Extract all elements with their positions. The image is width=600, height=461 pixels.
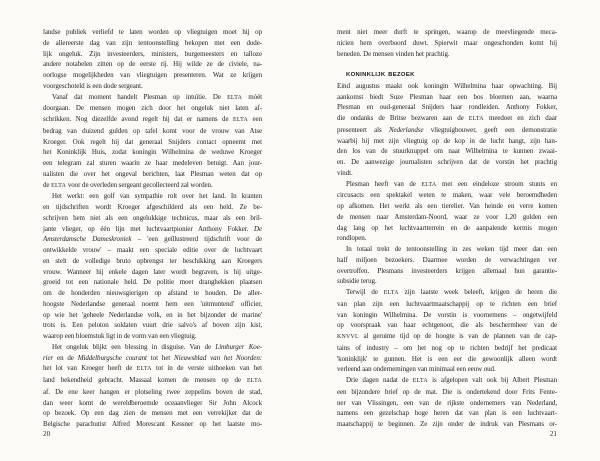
text-line [43, 245, 262, 256]
text-line [43, 267, 262, 278]
text-line [337, 179, 557, 191]
text-line [43, 180, 262, 192]
text-segment: Het werkt: een golf van sympathie rolt over het land. In kranten [52, 192, 262, 201]
text-segment: jante vlieger, op één lijn met luchtvaartpionier Anthony Fokker. [43, 224, 254, 233]
text-segment: rondlopen. [337, 234, 367, 243]
text-line [337, 125, 557, 136]
text-line [43, 419, 262, 430]
text-line [43, 408, 262, 419]
text-line [337, 212, 557, 223]
italic-text-segment: Nieuwsblad van het Noorden: [174, 353, 262, 362]
text-line [43, 331, 262, 342]
text-segment: vliegtuigbouwer, geeft een demonstratie [423, 125, 558, 134]
text-segment: beneden. De mensen vinden het prachtig. [337, 49, 450, 58]
text-segment: die ondanks de Britse bezwaren aan de [337, 114, 469, 122]
text-segment: een [248, 115, 262, 123]
text-line [43, 342, 262, 353]
text-segment: landse publiek verliefd te laten worden op vliegtuigen moet hij op [43, 28, 262, 36]
text-segment: 'koninklijk' te gunnen. Het is een eer die gewoonlijk alleen wordt [337, 354, 557, 363]
paragraph-gap [337, 59, 557, 70]
smallcaps-text-segment: ELTA [383, 290, 399, 296]
text-line [337, 419, 557, 430]
text-line [337, 343, 557, 354]
text-line [337, 287, 557, 299]
text-segment: van plan zijn een luchtvaartmaatschappij op te richten een brief [337, 299, 557, 308]
text-segment: voor de overleden sergeant gecollecteerd zal worden. [66, 180, 213, 189]
text-segment: vindt. [337, 168, 353, 177]
smallcaps-text-segment: ELTA [232, 117, 249, 123]
text-line [337, 81, 557, 92]
text-line [337, 136, 557, 147]
text-segment: waarbij hij met zijn vliegtuig op de kop in de lucht hangt, zijn han- [337, 136, 557, 145]
text-segment: andere notabelen zitten op de eerste rij. Hij wilde ze de civiele, na- [43, 60, 262, 69]
text-segment: doorgaan. De mensen mogen zich door het ongeluk niet laten af- [43, 104, 262, 113]
text-segment: lijk ongeluk. Zijn investeerders, ministers, burgemeesters en talloze [43, 49, 262, 58]
text-segment: op bezoek. Op een dag zien de mensen met een verrekijker dat de [43, 409, 262, 418]
text-line [337, 331, 557, 343]
text-line [337, 223, 557, 234]
text-line [337, 398, 557, 409]
text-segment: af. De ene keer hangen er plotseling twee zeppelins boven de stad, [43, 387, 262, 396]
text-line [43, 103, 262, 114]
text-segment: Kroeger. Ook regelt hij dat generaal Snijders contact opneemt met [43, 137, 262, 146]
italic-text-segment: Amsterdamsche Dameskroniek [43, 235, 132, 244]
text-segment: subsidie terug. [337, 277, 377, 286]
text-line [337, 49, 557, 60]
text-line [43, 320, 262, 331]
text-line [43, 398, 262, 409]
text-line [43, 288, 262, 299]
text-segment: trots is. Een peloton soldaten vuurt drie salvo's af boven zijn kist, [43, 321, 262, 330]
text-segment: schrikken. Nog diezelfde avond regelt hij dat er namens de [43, 115, 233, 123]
text-segment: overtroffen. Plesmans investeerders krijgen allemaal hun garantie- [337, 266, 557, 275]
text-segment: Drie dagen nadat de [346, 376, 413, 384]
text-segment: hoogste Nederlandse generaal noemt hem een 'uitmuntend' officier, [43, 299, 262, 308]
text-segment: half miljoen bezoekers. Daarmee worden de verwachtingen ver [337, 255, 557, 264]
text-segment: op voorspraak van haar echtgenoot, die als beschermheer van de [337, 321, 557, 330]
text-segment: vrouw. Wanneer hij enkele dagen later wordt begraven, is hij uitge- [43, 267, 262, 276]
smallcaps-text-segment: ELTA [421, 181, 437, 188]
text-line [337, 201, 557, 212]
text-line [337, 190, 557, 201]
text-segment: – 'een geïllustreerd tijdschrift voor de [131, 235, 263, 244]
italic-text-segment: Nederlandse [388, 125, 424, 134]
right-page-text-column [337, 27, 557, 430]
text-segment: Belgische parachutist Alfred Morescant Kessner op het laatste mo- [43, 420, 262, 428]
section-heading: KONINKLIJK BEZOEK [346, 72, 415, 78]
text-segment: aankomst biedt Suze Plesman haar een bos bloemen aan, waarna [337, 92, 557, 101]
text-segment: zijn laatste week beleeft, krijgen de heren die [398, 288, 558, 296]
text-segment: bedrag van duizend gulden op tafel komt voor de vrouw van Atse [43, 126, 262, 135]
text-line [43, 38, 262, 49]
text-segment: het Koninklijk Huis, zodat koningin Wilhelmina de weduwe Kroeger [43, 148, 262, 157]
text-line [43, 27, 262, 38]
text-line [337, 387, 557, 398]
text-segment: al geruime tijd op de hoogte is van de plannen van de cap- [358, 332, 557, 340]
text-segment: met een eindeloze stroom stunts en [436, 179, 558, 188]
text-line [43, 114, 262, 126]
text-segment: een telegram zal sturen waarin ze haar medeleven betuigt. Aan jour- [43, 159, 262, 167]
text-line [43, 234, 262, 245]
smallcaps-text-segment: ELTA [412, 378, 428, 384]
text-line [43, 92, 262, 104]
text-segment: van koningin Wilhelmina. De vorstin is voornemens – ongetwijfeld [337, 310, 557, 319]
text-line [337, 266, 557, 277]
text-segment: namens een gezelschap hoge heren dat van plan is een luchtvaart- [337, 409, 557, 418]
text-line [43, 49, 262, 60]
text-line [337, 320, 557, 331]
text-line [337, 92, 557, 103]
smallcaps-text-segment: ELTA [246, 378, 262, 384]
text-segment: tot in de verste uithoeken van het [151, 364, 262, 373]
text-segment: het lot van Kroeger heeft de [43, 364, 137, 373]
text-segment: tot het [146, 353, 174, 362]
text-segment: en de [53, 353, 78, 362]
smallcaps-text-segment: ELTA [227, 94, 243, 101]
text-line [43, 353, 262, 364]
text-line [43, 81, 262, 92]
text-segment: meedoet en zich daar [483, 114, 558, 122]
italic-text-segment: rier [43, 353, 54, 362]
text-segment: dag lang op het luchtvaartterrein en de aanpalende kermis mogen [337, 223, 557, 232]
text-line [43, 202, 262, 213]
text-line [337, 38, 557, 49]
text-line [337, 255, 557, 266]
text-segment: groeid tot een nationale held. De politie moet dranghekken plaatsen [43, 278, 262, 287]
text-line [337, 299, 557, 310]
text-segment: den los van de stuurknuppel om naar Wilhelmina te kunnen zwaai- [337, 147, 557, 156]
text-segment: de allereerste dag van zijn tentoonstelling bekopen met een dode- [43, 38, 262, 47]
text-line [43, 299, 262, 310]
left-page-text-column [43, 27, 262, 430]
text-line [337, 310, 557, 321]
text-segment: Plesman heeft van de [346, 179, 422, 188]
text-segment: voorgeschoteld is een dode sergeant. [43, 81, 143, 90]
text-line [337, 244, 557, 255]
text-line [43, 70, 262, 81]
text-segment: ment niet meer durft te springen, waarop de meevliegende meca- [337, 28, 557, 36]
text-segment: schrijven hem niet als een ongelukkige technicus, maar als een bril- [43, 213, 262, 222]
text-line [43, 277, 262, 288]
text-line [43, 137, 262, 148]
text-segment: maatschappij te beginnen. Ze zijn onder de indruk van Plesmans or- [337, 420, 557, 428]
text-segment: nicien hem overboord duwt. Spierwit maar ongeschonden komt hij [337, 38, 557, 47]
text-segment: Terwijl de [346, 288, 384, 296]
text-segment: land bekendheid gebracht. Massaal komen de mensen op de [43, 376, 247, 384]
text-segment: de mensen naar Amsterdam-Noord, waar ze voor 1,20 gulden een [337, 212, 557, 221]
text-segment: waarop een bloemstuk ligt in de vorm van een vliegtuig. [43, 332, 197, 340]
italic-text-segment: Middelburgsche courant [77, 353, 147, 362]
text-segment: op wie het 'geheele Nederlandse volk, en in het bijzonder de marine' [43, 310, 262, 319]
italic-text-segment: De [253, 224, 262, 233]
text-segment: ner van Vlissingen, een van de rijkste ondernemers van Nederland, [337, 398, 557, 407]
text-segment: de [43, 180, 52, 189]
text-line [43, 147, 262, 158]
text-line [43, 126, 262, 137]
text-line [337, 354, 557, 365]
smallcaps-text-segment: ELTA [468, 116, 484, 122]
text-segment: circusacts een spektakel weten te maken, waar vele beroemdheden [337, 191, 557, 200]
text-line [43, 59, 262, 70]
text-segment: móét [242, 92, 262, 101]
text-segment: ontwikkelde vrouw' – maakt een speciale editie over de luchtvaart [43, 246, 262, 254]
text-line [43, 224, 262, 235]
text-segment: tains of industry – om het nog op te richten bedrijf het predicaat [337, 343, 557, 352]
italic-text-segment: Limburger Koe- [215, 342, 262, 351]
text-line [337, 233, 557, 244]
text-segment: en stelt de volledige bruto opbrengst ter beschikking aan Kroegers [43, 256, 262, 265]
text-segment: oorlogse mogelijkheden van vliegtuigen presenteren. Wat ze krijgen [43, 71, 262, 79]
text-segment: om de honderden nieuwsgierigen op afstand te houden. De aller- [43, 289, 262, 297]
page-number-left: 20 [43, 430, 51, 438]
smallcaps-text-segment: ELTA [51, 182, 67, 189]
page-number-right: 21 [549, 430, 557, 438]
text-segment: presenteert als [337, 125, 389, 134]
text-line [337, 157, 557, 168]
text-line [43, 375, 262, 387]
text-segment: Vanaf dat moment handelt Plesman op intuïtie. De [52, 92, 228, 101]
text-segment: en. De aanwezige journalisten schrijven dat de vorstin het prachtig [337, 158, 557, 166]
text-segment: Eind augustus maakt ook koningin Wilhelmina haar opwachting. Bij [337, 81, 557, 90]
text-line [43, 169, 262, 180]
text-line [43, 213, 262, 224]
text-segment: dan weer komt de wereldberoemde oceaanvlieger Sir John Alcock [43, 398, 262, 407]
text-segment: een bijzondere brief op de mat. Die is ondertekend door Frits Fente- [337, 387, 557, 396]
text-line [337, 276, 557, 287]
text-line [337, 113, 557, 125]
text-line [43, 387, 262, 398]
text-line [337, 408, 557, 419]
text-segment: nalisten die over het ongeval berichten, laat Plesman weten dat op [43, 169, 262, 178]
text-line [337, 102, 557, 113]
text-segment: en tijdschriften wordt Kroeger afgeschilderd als een held. Ze be- [43, 203, 262, 211]
text-line [43, 158, 262, 169]
text-segment: Plesman en oud-generaal Snijders haar rondleiden. Anthony Fokker, [337, 103, 557, 112]
text-segment: is afgelopen valt ook bij Albert Plesman [427, 376, 557, 384]
text-line [43, 363, 262, 375]
smallcaps-text-segment: ELTA [136, 366, 152, 373]
text-segment: Het ongeluk blijkt een blessing in disguise. Van de [52, 342, 216, 351]
text-segment: In totaal trekt de tentoonstelling in zes weken tijd meer dan een [346, 245, 557, 253]
text-line [337, 27, 557, 38]
smallcaps-text-segment: KNVVL [337, 334, 359, 340]
text-line [337, 375, 557, 387]
text-line [337, 168, 557, 179]
text-line [337, 364, 557, 375]
text-line [43, 191, 262, 202]
text-line [43, 310, 262, 321]
text-segment: op afkomen. Het werkt als een tierelier. Van heinde en verre komen [337, 202, 557, 210]
text-segment: verleend aan ondernemingen van minimaal een eeuw oud. [337, 365, 496, 374]
text-line [337, 146, 557, 157]
text-line [43, 256, 262, 267]
